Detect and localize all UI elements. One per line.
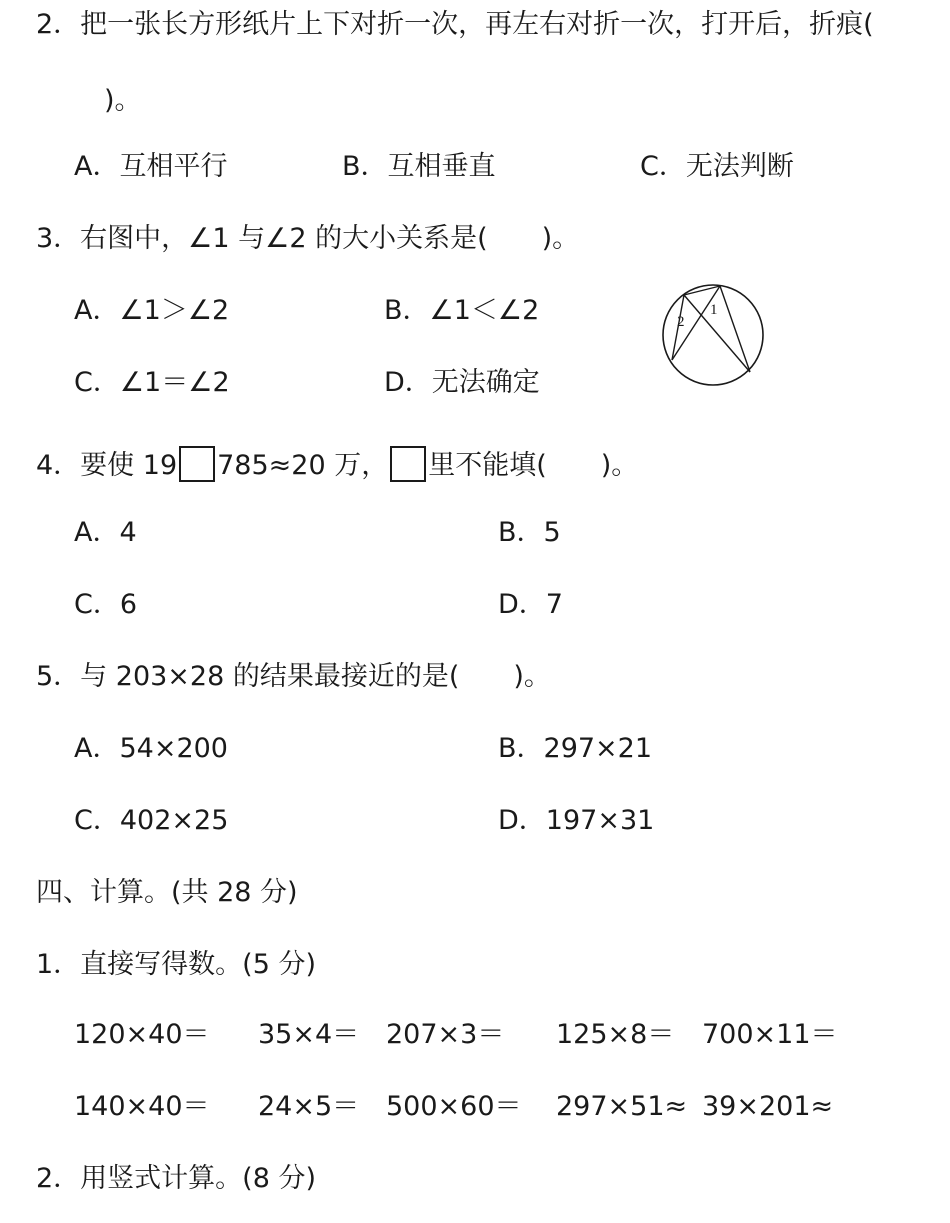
section4-q2-title: 2．用竖式计算。(8 分)	[36, 1163, 317, 1194]
q4-stem-part-c: 里不能填( )。	[428, 450, 639, 481]
q2-option-b: B．互相垂直	[342, 151, 496, 182]
calc-item: 39×201≈	[702, 1091, 834, 1122]
q3-option-b: B．∠1＜∠2	[384, 295, 540, 326]
q4-option-d: D．7	[498, 589, 563, 620]
q5-option-c: C．402×25	[74, 805, 229, 836]
q4-stem-part-b: 785≈20 万，	[217, 450, 389, 481]
q4-stem-part-a: 4．要使 19	[36, 450, 178, 481]
q3-stem: 3．右图中，∠1 与∠2 的大小关系是( )。	[36, 223, 580, 254]
q5-option-b: B．297×21	[498, 733, 653, 764]
q4-option-b: B．5	[498, 517, 561, 548]
q5-option-d: D．197×31	[498, 805, 655, 836]
q2-option-a: A．互相平行	[74, 151, 228, 182]
angle-1-label: 1	[710, 302, 718, 318]
calc-item: 120×40＝	[74, 1019, 210, 1050]
q3-option-d: D．无法确定	[384, 367, 540, 398]
calc-item: 500×60＝	[386, 1091, 522, 1122]
section4-title: 四、计算。(共 28 分)	[36, 877, 298, 908]
calc-item: 140×40＝	[74, 1091, 210, 1122]
q4-stem	[36, 446, 638, 480]
q4-option-c: C．6	[74, 589, 138, 620]
q2-stem: 2．把一张长方形纸片上下对折一次，再左右对折一次，打开后，折痕(	[36, 9, 874, 40]
q3-option-c: C．∠1＝∠2	[74, 367, 230, 398]
q4-option-a: A．4	[74, 517, 137, 548]
q5-option-a: A．54×200	[74, 733, 228, 764]
calc-item: 700×11＝	[702, 1019, 838, 1050]
angle-2-label: 2	[677, 314, 685, 330]
calc-item: 35×4＝	[258, 1019, 360, 1050]
calc-item: 297×51≈	[556, 1091, 688, 1122]
circle-angle-figure	[660, 282, 766, 388]
q4-blank-box	[390, 446, 426, 482]
q2-option-c: C．无法判断	[640, 151, 794, 182]
q2-stem-end: )。	[104, 85, 142, 116]
q3-option-a: A．∠1＞∠2	[74, 295, 230, 326]
calc-item: 207×3＝	[386, 1019, 505, 1050]
section4-q1-title: 1．直接写得数。(5 分)	[36, 949, 317, 980]
calc-item: 24×5＝	[258, 1091, 360, 1122]
q4-blank-box	[179, 446, 215, 482]
calc-item: 125×8＝	[556, 1019, 675, 1050]
q5-stem: 5．与 203×28 的结果最接近的是( )。	[36, 661, 551, 692]
figure-chord	[720, 286, 750, 372]
